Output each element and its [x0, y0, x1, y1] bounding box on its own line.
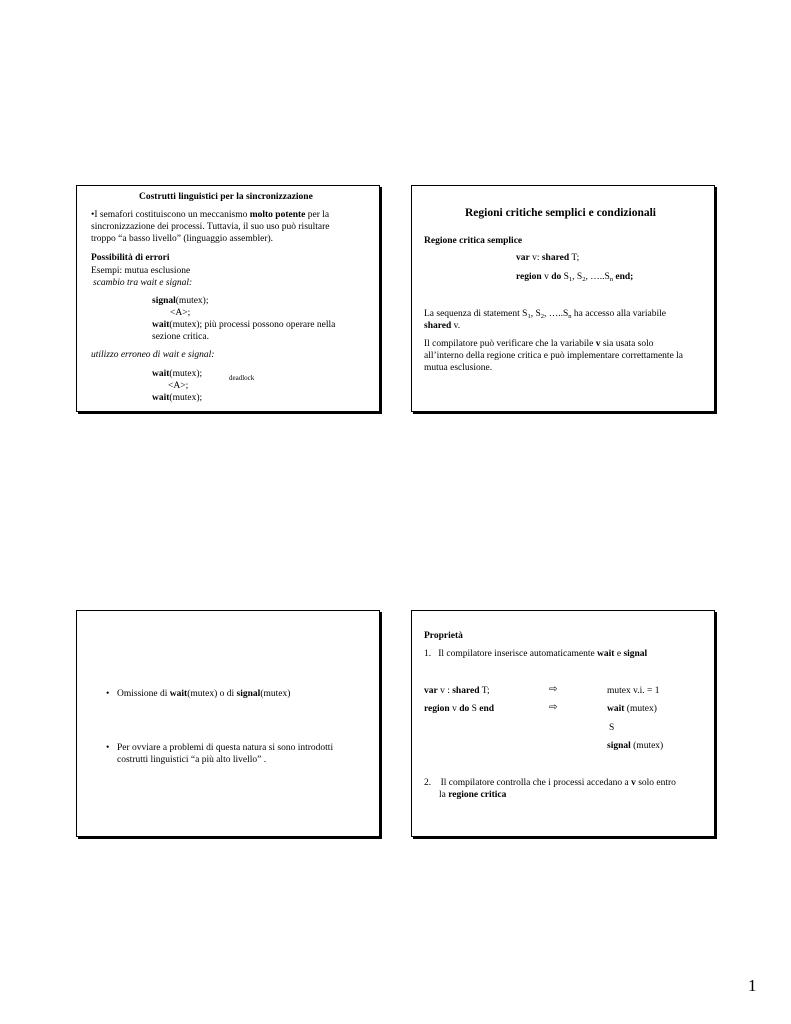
- property-1: 1. Il compilatore inserisce automaticamente wait e signal: [424, 649, 648, 659]
- row-var-right: mutex v.i. = 1: [607, 686, 660, 696]
- wrong-use-label: utilizzo erroneo di wait e signal:: [91, 350, 215, 360]
- slide-2-subtitle: Regione critica semplice: [424, 236, 523, 246]
- slide-3: [76, 610, 380, 837]
- swap-label: scambio tra wait e signal:: [93, 278, 193, 288]
- region-statement: region v do $S_1$, $S_2$, $\dots..S_n$ end;: [516, 272, 634, 283]
- compiler-line-2: all’interno della regione critica e può implementare correttamente la: [424, 351, 684, 361]
- slide-2-title: Regioni critiche semplici e condizionali: [465, 207, 657, 219]
- row-s: S: [609, 723, 615, 733]
- arrow-right-icon: ⇨: [549, 684, 558, 695]
- row-wait: wait (mutex): [607, 704, 657, 714]
- code-wait-line: wait(mutex); più processi possono operare nella: [152, 320, 336, 330]
- slide-1: [76, 185, 380, 412]
- deadlock-label: deadlock: [229, 374, 255, 382]
- code-wait-comment: sezione critica.: [152, 332, 209, 342]
- code-a-line: <A>;: [170, 308, 191, 318]
- property-2: 2. Il compilatore controlla che i processi accedano a v solo entro: [424, 778, 676, 788]
- row-signal: signal (mutex): [607, 741, 664, 751]
- errors-heading: Possibilità di errori: [91, 253, 170, 263]
- intro-line-2: sincronizzazione dei processi. Tuttavia, il suo uso può risultare: [91, 222, 330, 232]
- slide-4: [411, 610, 715, 837]
- slide-1-title: Costrutti linguistici per la sincronizzazione: [139, 192, 313, 202]
- code-signal-line: signal(mutex);: [152, 296, 209, 306]
- page-number: 1: [748, 976, 757, 995]
- var-declaration: var v: shared T;: [516, 253, 580, 263]
- sequence-line-1: La sequenza di statement $S_1$, $S_2$, $\dots..S_n$ ha accesso alla variabile: [424, 309, 666, 320]
- code-a-line-2: <A>;: [168, 381, 189, 391]
- property-2-line-2: la regione critica: [439, 790, 507, 800]
- code-wait-line-3: wait(mutex);: [152, 393, 203, 403]
- compiler-line-3: mutua esclusione.: [424, 363, 493, 373]
- bullet-constructs: • Per ovviare a problemi di questa natura si sono introdotti costrutti linguistici “a più alto livello” .: [117, 742, 333, 766]
- slide-2: [411, 185, 715, 412]
- code-wait-line-2: wait(mutex);: [152, 369, 203, 379]
- bullet-omission: • Omissione di wait(mutex) o di signal(mutex): [117, 688, 290, 700]
- properties-heading: Proprietà: [424, 631, 463, 641]
- row-region-left: region v do S end: [424, 704, 495, 714]
- compiler-line-1: Il compilatore può verificare che la variabile v sia usata solo: [424, 339, 654, 349]
- example-label: Esempi: mutua esclusione: [91, 266, 191, 276]
- intro-line-3: troppo “a basso livello” (linguaggio assembler).: [91, 234, 274, 244]
- intro-line-1: •I semafori costituiscono un meccanismo molto potente per la: [91, 210, 330, 220]
- arrow-right-icon: ⇨: [549, 702, 558, 713]
- sequence-line-2: shared v.: [424, 321, 461, 331]
- row-var-left: var v : shared T;: [424, 686, 490, 696]
